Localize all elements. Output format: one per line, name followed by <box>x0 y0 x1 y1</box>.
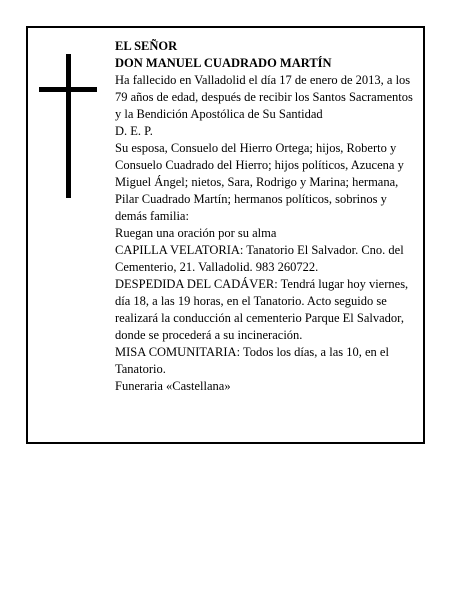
deceased-name: DON MANUEL CUADRADO MARTÍN <box>115 56 332 70</box>
cross-icon <box>39 54 97 198</box>
family-list: Su esposa, Consuelo del Hierro Ortega; hijos, Roberto y Consuelo Cuadrado del Hierro; hijos políticos, Azucena y Miguel Ángel; nietos, Sara, Rodrigo y Marina; hermana, Pilar Cuadrado Martín; hermanos políticos, sobrinos y demás familia: <box>115 141 404 223</box>
death-announcement: Ha fallecido en Valladolid el día 17 de enero de 2013, a los 79 años de edad, después de recibir los Santos Sacramentos y la Bendición Apostólica de Su Santidad <box>115 73 413 121</box>
dep-line: D. E. P. <box>115 124 153 138</box>
prayer-request: Ruegan una oración por su alma <box>115 226 277 240</box>
mass-info: MISA COMUNITARIA: Todos los días, a las 10, en el Tanatorio. <box>115 345 389 376</box>
obituary-notice <box>26 26 425 444</box>
title-line-1: EL SEÑOR <box>115 39 178 53</box>
farewell-info: DESPEDIDA DEL CADÁVER: Tendrá lugar hoy viernes, día 18, a las 19 horas, en el Tanatorio. Acto seguido se realizará la conducción al cementerio Parque El Salvador, donde se procederá a su incineración. <box>115 277 409 342</box>
notice-text <box>115 38 421 395</box>
funeral-home: Funeraria «Castellana» <box>115 379 231 393</box>
chapel-info: CAPILLA VELATORIA: Tanatorio El Salvador. Cno. del Cementerio, 21. Valladolid. 983 260722. <box>115 243 404 274</box>
